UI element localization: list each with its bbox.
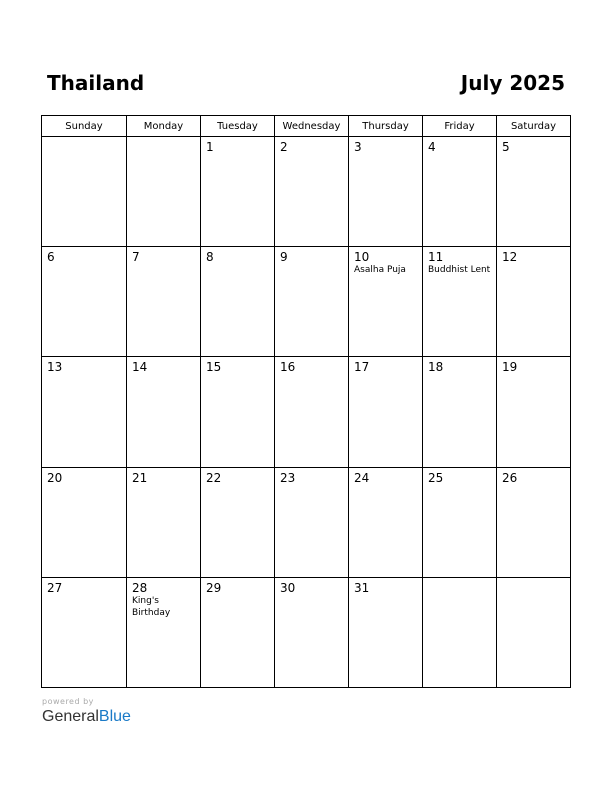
weekday-monday: Monday	[127, 116, 201, 137]
day-number: 16	[280, 360, 296, 375]
day-cell	[349, 357, 423, 467]
country-title: Thailand	[47, 71, 145, 95]
brand-blue: Blue	[98, 708, 131, 725]
weekday-sunday: Sunday	[42, 116, 127, 137]
day-number: 29	[206, 580, 222, 595]
week-row	[42, 467, 571, 577]
day-cell	[42, 467, 127, 577]
holiday-label: King's Birthday	[132, 595, 171, 618]
day-cell	[349, 577, 423, 687]
day-number: 19	[502, 360, 518, 375]
day-number: 3	[354, 140, 362, 154]
brand-general: General	[42, 708, 99, 725]
day-cell	[349, 247, 423, 357]
day-cell	[127, 357, 201, 467]
day-cell	[42, 137, 127, 247]
month-title: July 2025	[460, 71, 565, 95]
day-number: 4	[428, 140, 436, 154]
day-cell	[275, 467, 349, 577]
day-number: 12	[502, 250, 518, 265]
brand-logo[interactable]	[42, 708, 131, 726]
calendar-grid	[41, 115, 571, 688]
day-cell	[497, 577, 571, 687]
day-cell	[497, 467, 571, 577]
day-cell	[127, 247, 201, 357]
day-cell	[42, 577, 127, 687]
holiday-label: Asalha Puja	[354, 265, 406, 276]
day-cell	[423, 577, 497, 687]
day-number: 21	[132, 470, 148, 485]
day-cell	[127, 137, 201, 247]
day-cell	[275, 247, 349, 357]
day-cell	[42, 247, 127, 357]
day-cell	[201, 357, 275, 467]
day-cell	[42, 357, 127, 467]
day-number: 24	[354, 470, 370, 485]
holiday-label: Buddhist Lent	[428, 265, 491, 276]
day-number: 18	[428, 360, 444, 375]
day-number: 28	[132, 580, 148, 595]
day-number: 27	[47, 580, 63, 595]
week-row	[42, 357, 571, 467]
day-cell	[127, 577, 201, 687]
day-number: 9	[280, 250, 288, 265]
day-cell	[423, 467, 497, 577]
weekday-thursday: Thursday	[349, 116, 423, 137]
day-number: 15	[206, 360, 222, 375]
day-cell	[423, 357, 497, 467]
day-number: 26	[502, 470, 518, 485]
day-number: 25	[428, 470, 444, 485]
week-row	[42, 577, 571, 687]
weekday-saturday: Saturday	[497, 116, 571, 137]
day-cell	[201, 467, 275, 577]
day-number: 2	[280, 140, 288, 154]
day-number: 1	[206, 140, 214, 154]
day-cell	[423, 247, 497, 357]
day-number: 10	[354, 250, 370, 265]
day-number: 31	[354, 580, 370, 595]
day-number: 13	[47, 360, 63, 375]
day-number: 17	[354, 360, 370, 375]
day-cell	[201, 247, 275, 357]
day-number: 8	[206, 250, 214, 265]
day-number: 14	[132, 360, 148, 375]
weekday-tuesday: Tuesday	[201, 116, 275, 137]
day-cell	[497, 357, 571, 467]
day-cell	[349, 137, 423, 247]
day-cell	[275, 577, 349, 687]
day-number: 11	[428, 250, 444, 265]
day-number: 22	[206, 470, 222, 485]
day-number: 20	[47, 470, 63, 485]
day-cell	[275, 357, 349, 467]
week-row	[42, 247, 571, 357]
day-number: 7	[132, 250, 140, 265]
day-cell	[497, 247, 571, 357]
weekday-wednesday: Wednesday	[275, 116, 349, 137]
day-cell	[423, 137, 497, 247]
weekday-friday: Friday	[423, 116, 497, 137]
powered-by-label: powered by	[42, 697, 94, 706]
day-number: 30	[280, 580, 296, 595]
day-number: 6	[47, 250, 55, 265]
day-number: 23	[280, 470, 296, 485]
day-cell	[497, 137, 571, 247]
day-cell	[349, 467, 423, 577]
day-cell	[275, 137, 349, 247]
week-row	[42, 137, 571, 247]
day-cell	[127, 467, 201, 577]
weekday-header-row	[42, 116, 571, 137]
day-number: 5	[502, 140, 510, 154]
day-cell	[201, 577, 275, 687]
day-cell	[201, 137, 275, 247]
